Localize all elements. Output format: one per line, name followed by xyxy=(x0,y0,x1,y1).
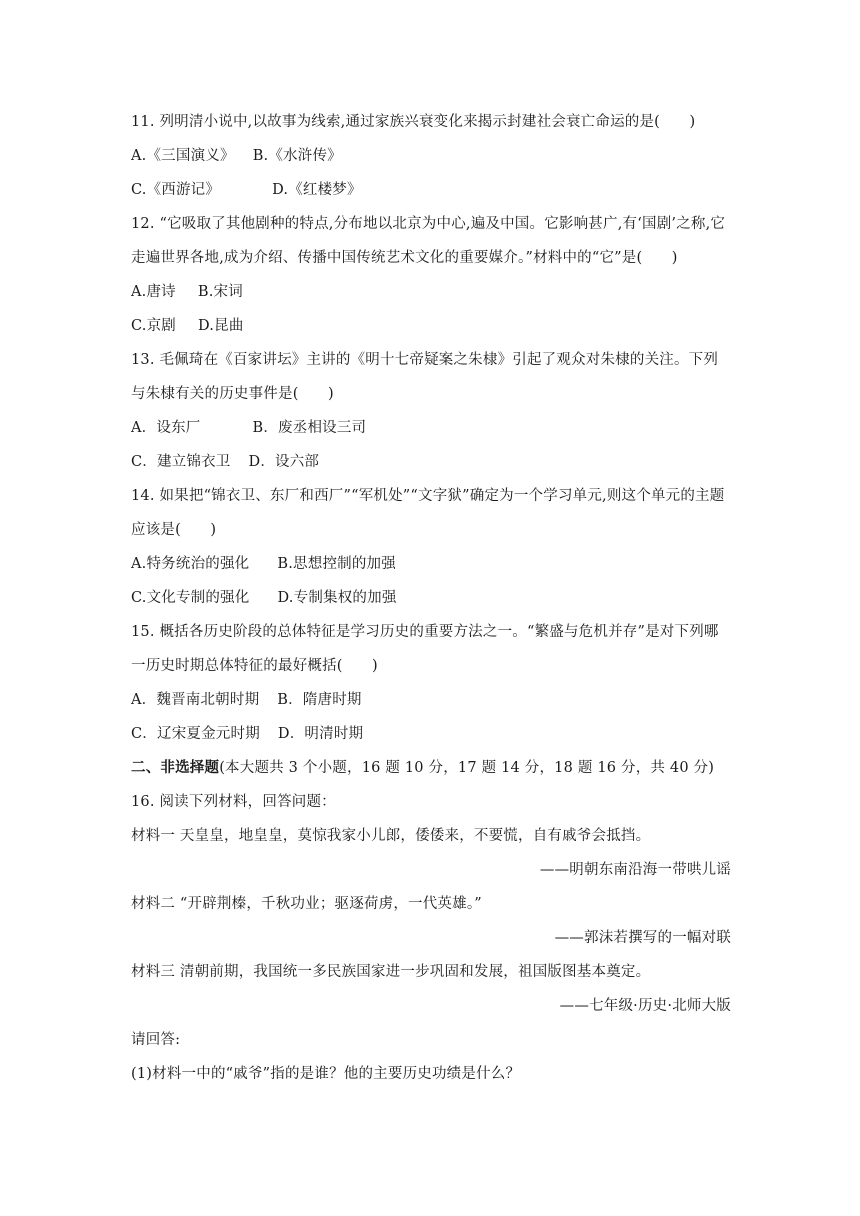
option-b: B．隋唐时期 xyxy=(277,692,362,708)
section-2-heading: 二、非选择题 xyxy=(131,759,220,776)
option-a: A.唐诗 xyxy=(131,284,176,300)
question-15-stem-line1: 15. 概括各历史阶段的总体特征是学习历史的重要方法之一。“繁盛与危机并存”是对下列哪 xyxy=(131,624,719,640)
option-a: A．设东厂 xyxy=(131,420,201,436)
material-1-source: ——明朝东南沿海一带哄儿谣 xyxy=(539,862,731,878)
question-11-options-ab xyxy=(131,146,731,166)
material-3: 材料三 清朝前期，我国统一多民族国家进一步巩固和发展，祖国版图基本奠定。 xyxy=(131,964,651,980)
question-14-options-cd xyxy=(131,588,731,608)
option-c: C.文化专制的强化 xyxy=(131,590,250,606)
question-15-options-cd xyxy=(131,724,731,744)
question-12-options-cd xyxy=(131,316,731,336)
question-14-stem-line1: 14. 如果把“锦衣卫、东厂和西厂”“军机处”“文字狱”确定为一个学习单元,则这个单元的主题 xyxy=(131,488,725,504)
question-16-sub-1: (1)材料一中的“戚爷”指的是谁？他的主要历史功绩是什么？ xyxy=(131,1066,521,1082)
section-2-heading-line xyxy=(131,758,731,778)
section-2-note: (本大题共 3 个小题，16 题 10 分，17 题 14 分，18 题 16 分，共 40 分) xyxy=(219,760,715,776)
question-15-stem-line2: 一历史时期总体特征的最好概括( ) xyxy=(131,658,378,674)
question-15-options-ab xyxy=(131,690,731,710)
material-3-source: ——七年级·历史·北师大版 xyxy=(559,998,731,1014)
option-c: C.《西游记》 xyxy=(131,182,221,198)
material-1: 材料一 天皇皇，地皇皇，莫惊我家小儿郎，倭倭来，不要慌，自有戚爷会抵挡。 xyxy=(131,828,651,844)
question-16-ask: 请回答: xyxy=(131,1032,181,1048)
material-2-source: ——郭沫若撰写的一幅对联 xyxy=(554,930,731,946)
question-11-options-cd xyxy=(131,180,731,200)
question-12-stem-line1: 12. “它吸取了其他剧种的特点,分布地以北京为中心,遍及中国。它影响甚广,有‘国剧’之称,它 xyxy=(131,216,726,232)
question-11-stem: 11. 列明清小说中,以故事为线索,通过家族兴衰变化来揭示封建社会衰亡命运的是( ) xyxy=(131,114,696,130)
material-2: 材料二 “开辟荆榛，千秋功业；驱逐荷虏，一代英雄。” xyxy=(131,896,482,912)
option-b: B.《水浒传》 xyxy=(252,148,342,164)
option-c: C．建立锦衣卫 xyxy=(131,454,231,470)
question-13-stem-line1: 13. 毛佩琦在《百家讲坛》主讲的《明十七帝疑案之朱棣》引起了观众对朱棣的关注。下列 xyxy=(131,352,719,368)
question-13-options-ab xyxy=(131,418,731,438)
option-a: A.特务统治的强化 xyxy=(131,556,250,572)
question-14-options-ab xyxy=(131,554,731,574)
option-c: C.京剧 xyxy=(131,318,176,334)
option-a: A．魏晋南北朝时期 xyxy=(131,692,260,708)
question-14-stem-line2: 应该是( ) xyxy=(131,522,217,538)
question-13-stem-line2: 与朱棣有关的历史事件是( ) xyxy=(131,386,334,402)
question-12-stem-line2: 走遍世界各地,成为介绍、传播中国传统艺术文化的重要媒介。”材料中的“它”是( ) xyxy=(131,250,678,266)
option-d: D.专制集权的加强 xyxy=(277,590,397,606)
option-b: B．废丞相设三司 xyxy=(252,420,367,436)
question-16-stem: 16. 阅读下列材料，回答问题： xyxy=(131,794,336,810)
option-b: B.思想控制的加强 xyxy=(277,556,396,572)
option-d: D．设六部 xyxy=(248,454,320,470)
option-d: D.《红楼梦》 xyxy=(272,182,362,198)
option-d: D．明清时期 xyxy=(277,726,364,742)
option-d: D.昆曲 xyxy=(198,318,244,334)
option-a: A.《三国演义》 xyxy=(131,148,235,164)
option-b: B.宋词 xyxy=(197,284,243,300)
option-c: C．辽宋夏金元时期 xyxy=(131,726,260,742)
question-12-options-ab xyxy=(131,282,731,302)
question-13-options-cd xyxy=(131,452,731,472)
